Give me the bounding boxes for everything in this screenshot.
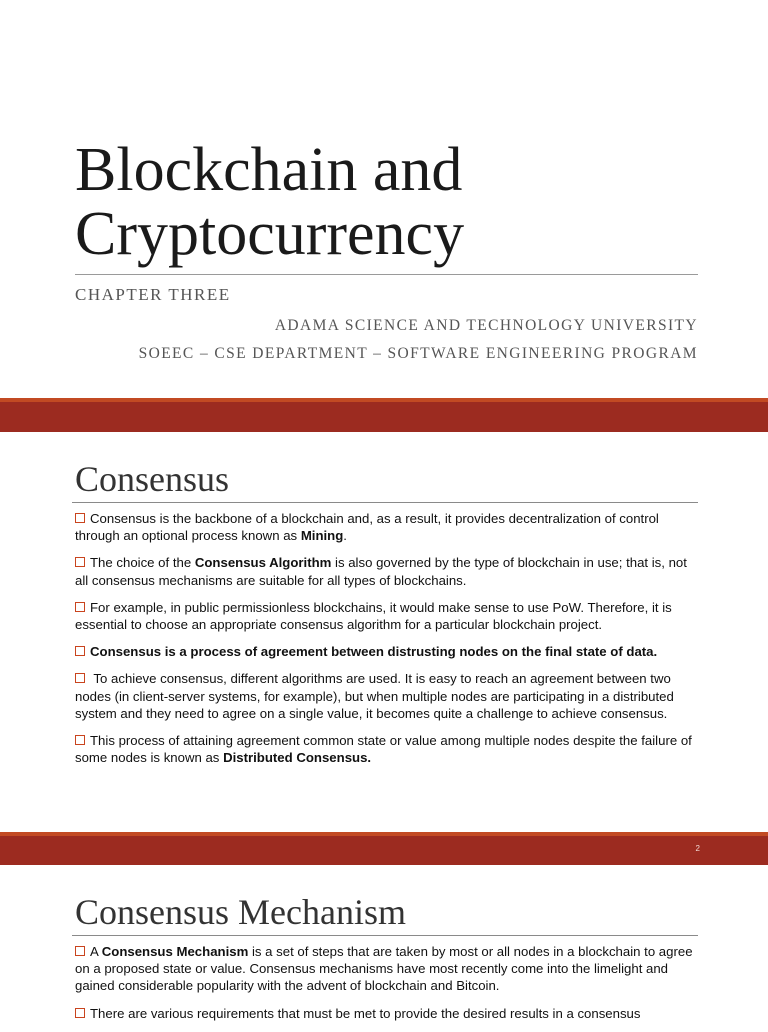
band-accent-line (0, 398, 768, 402)
chapter-label: CHAPTER THREE (75, 285, 231, 304)
checkbox-bullet-icon (75, 735, 85, 745)
department-name: SOEEC – CSE DEPARTMENT – SOFTWARE ENGINEERING PROGRAM (138, 345, 698, 362)
list-item: For example, in public permissionless blockchains, it would make sense to use PoW. Therefore, it is essential to choose an appropriate consensus algorithm for a particular blockchain project. (75, 599, 672, 633)
band-accent-line (0, 832, 768, 836)
consensus-bullet-list (75, 510, 703, 776)
checkbox-bullet-icon (75, 646, 85, 656)
checkbox-bullet-icon (75, 513, 85, 523)
list-item: The choice of the Consensus Algorithm is also governed by the type of blockchain in use; that is, not all consensus mechanisms are suitable for all types of blockchains. (75, 555, 687, 588)
slide-separator-band (0, 398, 768, 432)
title-divider (75, 274, 698, 275)
university-name: ADAMA SCIENCE AND TECHNOLOGY UNIVERSITY (274, 317, 698, 334)
checkbox-bullet-icon (75, 602, 85, 612)
slide-separator-band (0, 832, 768, 865)
checkbox-bullet-icon (75, 557, 85, 567)
list-item: There are various requirements that must be met to provide the desired results in a consensus (75, 1005, 703, 1022)
checkbox-bullet-icon (75, 946, 85, 956)
title-slide (0, 0, 768, 400)
checkbox-bullet-icon (75, 673, 85, 683)
main-title (75, 138, 715, 266)
page-number: 2 (695, 844, 700, 853)
slide-title-consensus-mechanism: Consensus Mechanism (75, 892, 406, 932)
slide-title-divider (72, 935, 698, 936)
list-item: To achieve consensus, different algorithms are used. It is easy to reach an agreement between two nodes (in client-server systems, for example), but when multiple nodes are participating in a distributed system and they need to agree on a single value, it becomes quite a challenge to achieve consensus. (75, 671, 674, 721)
list-item: Consensus is a process of agreement between distrusting nodes on the final state of data. (75, 643, 703, 660)
checkbox-bullet-icon (75, 1008, 85, 1018)
list-item: This process of attaining agreement common state or value among multiple nodes despite the failure of some nodes is known as Distributed Consensus. (75, 733, 692, 766)
mechanism-bullet-list (75, 943, 703, 1032)
list-item: A Consensus Mechanism is a set of steps that are taken by most or all nodes in a blockchain to agree on a proposed state or value. Consensus mechanisms have most recently come into the limelight and gained considerable popularity with the advent of blockchain and Bitcoin. (75, 944, 693, 994)
slide-title-consensus: Consensus (75, 459, 230, 499)
title-line-2: Cryptocurrency (75, 200, 465, 268)
slide-title-divider (72, 502, 698, 503)
title-line-1: Blockchain and (75, 136, 463, 204)
list-item: Consensus is the backbone of a blockchain and, as a result, it provides decentralization of control through an optional process known as Mining. (75, 511, 659, 544)
